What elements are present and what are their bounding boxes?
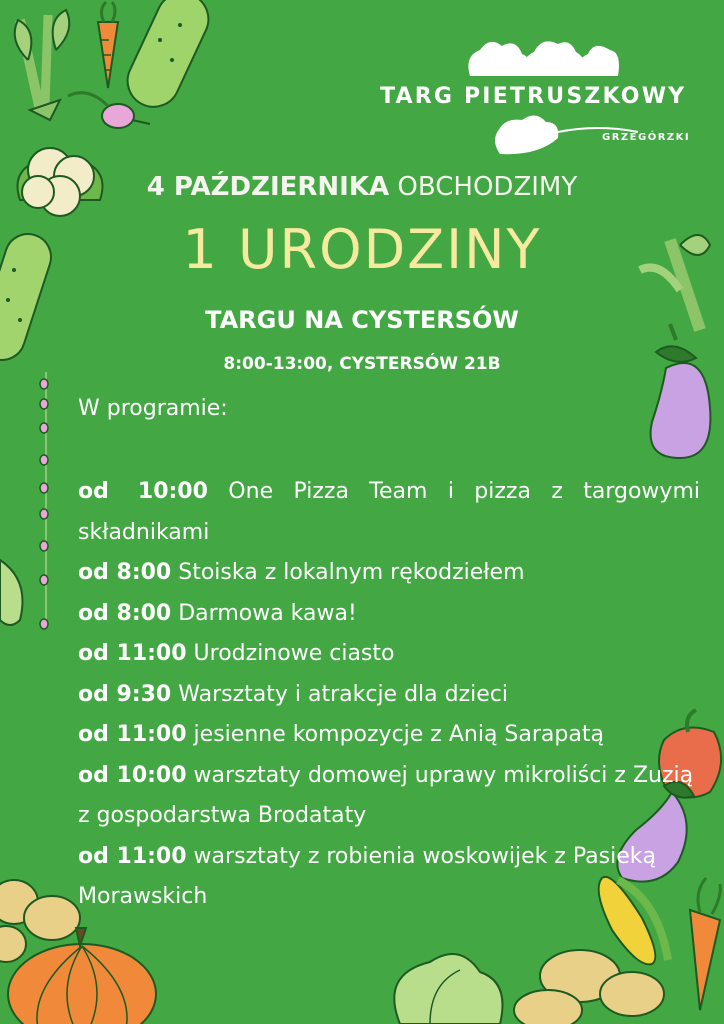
program-item [78,553,700,594]
radish-sprig-icon [40,372,48,629]
program-item [78,472,700,553]
pumpkin-icon [8,928,156,1024]
event-title: 1 URODZINY [182,218,542,281]
brand-name: TARG PIETRUSZKOWY [380,84,687,109]
event-time-location: 8:00-13:00, CYSTERSÓW 21B [223,354,501,374]
program-item-time: od 8:00 [78,560,172,585]
program-item [78,634,700,675]
brand-subtitle: GRZEGÓRZKI [602,132,691,143]
program-item-text: jesienne kompozycje z Anią Sarapatą [186,722,604,747]
program-item-time: od 11:00 [78,722,187,747]
program-item-time: od 11:00 [78,641,187,666]
program-item [78,756,700,837]
program-item-text: Urodzinowe ciasto [186,641,395,666]
program-label: W programie: [78,396,228,421]
program-list [78,472,700,918]
event-subtitle: TARGU NA CYSTERSÓW [205,306,519,334]
program-item-text: warsztaty z robienia woskowijek z Pasieką Morawskich [78,843,656,909]
program-item [78,715,700,756]
program-item-time: od 11:00 [78,843,187,869]
event-date: 4 PAŹDZIERNIKA [146,172,390,202]
program-item-text: warsztaty domowej uprawy mikroliści z Zuzią z gospodarstwa Brodataty [78,762,694,828]
program-item [78,837,700,918]
program-item-time: od 10:00 [78,762,187,788]
program-item [78,594,700,635]
event-date-rest: OBCHODZIMY [389,172,578,202]
program-item-text: Darmowa kawa! [171,600,357,626]
cucumber-icon [119,0,217,115]
program-item-text: Stoiska z lokalnym rękodziełem [171,560,525,585]
lettuce-icon [394,954,502,1024]
program-item-text: Warsztaty i atrakcje dla dzieci [171,681,509,707]
program-item-text: One Pizza Team i pizza z targowymi składnikami [78,479,700,545]
lettuce-icon [0,560,23,625]
program-item-time: od 8:00 [78,600,172,626]
brand-logo [380,28,700,158]
program-item [78,675,700,716]
program-item-time: od 9:30 [78,681,172,707]
celery-icon [15,10,70,120]
eggplant-icon [651,324,711,458]
event-date-line [0,172,724,202]
program-item-time: od 10:00 [78,479,208,504]
carrot-icon [98,2,118,88]
